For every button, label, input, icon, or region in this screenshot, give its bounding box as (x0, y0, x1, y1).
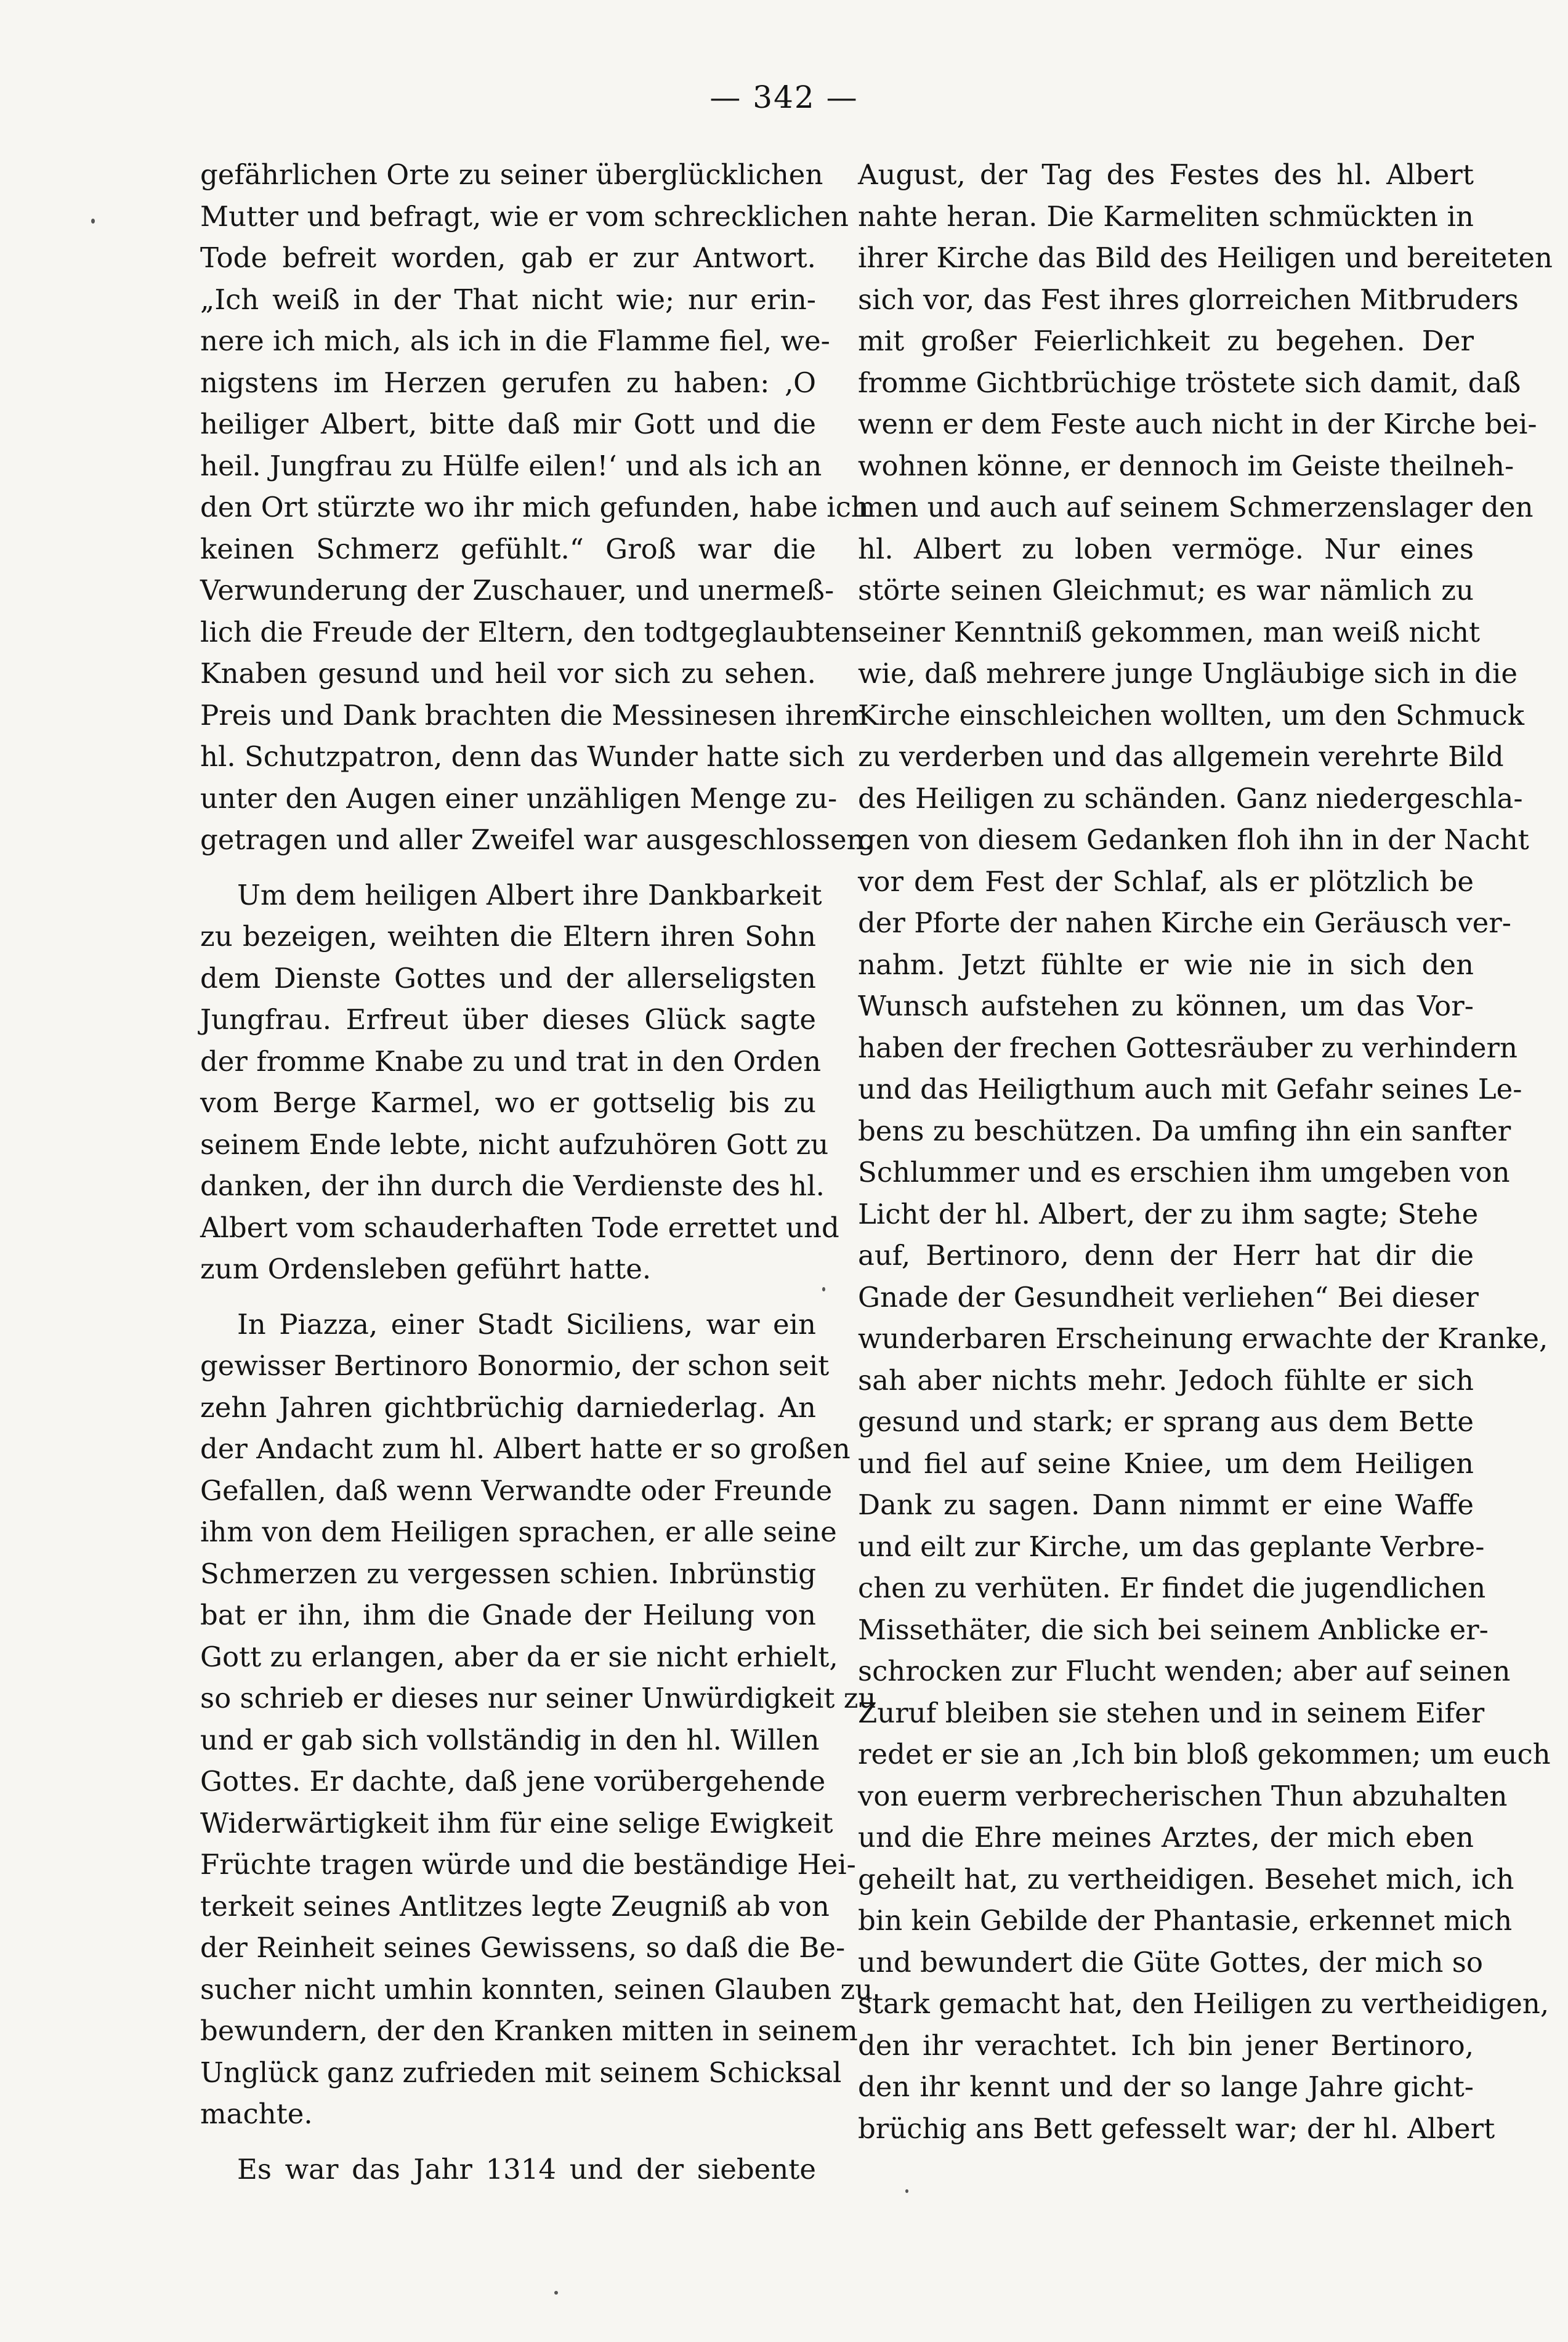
text-line: Albert vom schauderhaften Tode errettet und (200, 1211, 839, 1244)
text-line: In Piazza, einer Stadt Siciliens, war ein (237, 1307, 816, 1341)
text-line: ihm von dem Heiligen sprachen, er alle seine (200, 1516, 837, 1548)
text-line: sucher nicht umhin konnten, seinen Glauben zu (200, 1973, 873, 2006)
text-line: bewundern, der den Kranken mitten in seinem (200, 2014, 858, 2047)
right-column (858, 154, 1553, 2149)
text-line: und eilt zur Kirche, um das geplante Verbre- (858, 1530, 1485, 1563)
text-line: der Andacht zum hl. Albert hatte er so großen (200, 1432, 851, 1465)
text-line: wunderbaren Erscheinung erwachte der Kranke, (858, 1322, 1548, 1355)
text-line: bat er ihn, ihm die Gnade der Heilung von (200, 1599, 816, 1631)
text-line: terkeit seines Antlitzes legte Zeugniß ab von (200, 1889, 830, 1923)
text-line: zehn Jahren gichtbrüchig darniederlag. An (200, 1391, 816, 1424)
text-line: gefährlichen Orte zu seiner überglücklichen (200, 158, 823, 191)
text-line: Schlummer und es erschien ihm umgeben von (858, 1156, 1510, 1189)
text-line: gewisser Bertinoro Bonormio, der schon seit (200, 1349, 830, 1382)
text-line: sah aber nichts mehr. Jedoch fühlte er sich (858, 1363, 1474, 1397)
text-line: men und auch auf seinem Schmerzenslager den (858, 491, 1534, 523)
text-line: Mutter und befragt, wie er vom schrecklichen (200, 200, 849, 233)
text-line: redet er sie an ‚Ich bin bloß gekommen; um euch (858, 1738, 1551, 1771)
text-line: Licht der hl. Albert, der zu ihm sagte; Stehe (858, 1197, 1479, 1230)
text-line: danken, der ihn durch die Verdienste des hl. (200, 1169, 825, 1202)
text-line: vor dem Fest der Schlaf, als er plötzlich be (858, 865, 1474, 898)
text-line: heiliger Albert, bitte daß mir Gott und die (200, 408, 816, 440)
text-line: keinen Schmerz gefühlt.“ Groß war die (200, 532, 816, 565)
paragraph-gap (200, 2135, 816, 2149)
text-line: der Pforte der nahen Kirche ein Geräusch ver- (858, 907, 1511, 939)
paragraph-gap (200, 861, 816, 874)
text-line: Preis und Dank brachten die Messinesen ihrem (200, 698, 868, 732)
text-line: so schrieb er dieses nur seiner Unwürdigkeit zu (200, 1682, 876, 1714)
text-line: sich vor, das Fest ihres glorreichen Mitbruders (858, 283, 1519, 316)
text-line: und bewundert die Güte Gottes, der mich so (858, 1945, 1483, 1979)
text-line: Um dem heiligen Albert ihre Dankbarkeit (237, 878, 822, 911)
paragraph-gap (200, 1290, 816, 1304)
text-line: seiner Kenntniß gekommen, man weiß nicht (858, 615, 1481, 648)
text-line: gen von diesem Gedanken floh ihn in der Nacht (858, 823, 1529, 856)
text-line: Gnade der Gesundheit verliehen“ Bei dieser (858, 1280, 1479, 1314)
text-line: Unglück ganz zufrieden mit seinem Schicksal (200, 2056, 842, 2089)
text-line: zu verderben und das allgemein verehrte Bild (858, 740, 1504, 773)
text-line: den Ort stürzte wo ihr mich gefunden, habe ich (200, 491, 869, 523)
text-line: Wunsch aufstehen zu können, um das Vor- (858, 990, 1474, 1022)
scan-speck (905, 2189, 908, 2193)
text-line: Früchte tragen würde und die beständige Hei- (200, 1848, 856, 1881)
text-line: machte. (200, 2098, 313, 2130)
text-line: hl. Albert zu loben vermöge. Nur eines (858, 532, 1474, 565)
text-line: nahm. Jetzt fühlte er wie nie in sich den (858, 948, 1474, 981)
text-line: und die Ehre meines Arztes, der mich eben (858, 1821, 1474, 1854)
text-line: und fiel auf seine Kniee, um dem Heiligen (858, 1447, 1474, 1480)
text-line: „Ich weiß in der That nicht wie; nur erin- (200, 283, 816, 316)
text-line: störte seinen Gleichmut; es war nämlich zu (858, 574, 1474, 607)
text-line: chen zu verhüten. Er findet die jugendlichen (858, 1572, 1486, 1604)
text-line: August, der Tag des Festes des hl. Albert (858, 158, 1474, 191)
text-line: zu bezeigen, weihten die Eltern ihren Sohn (200, 920, 816, 953)
text-line: vom Berge Karmel, wo er gottselig bis zu (200, 1086, 816, 1119)
text-line: Verwunderung der Zuschauer, und unermeß- (200, 574, 835, 607)
text-line: wohnen könne, er dennoch im Geiste theilneh- (858, 449, 1514, 482)
text-line: und er gab sich vollständig in den hl. Willen (200, 1723, 820, 1756)
text-line: Gott zu erlangen, aber da er sie nicht erhielt, (200, 1640, 838, 1673)
text-line: hl. Schutzpatron, denn das Wunder hatte sich (200, 740, 845, 773)
text-line: mit großer Feierlichkeit zu begehen. Der (858, 325, 1474, 357)
left-column (200, 154, 876, 2190)
text-line: den ihr kennt und der so lange Jahre gicht- (858, 2070, 1474, 2103)
text-line: unter den Augen einer unzähligen Menge zu- (200, 781, 838, 815)
text-line: haben der frechen Gottesräuber zu verhindern (858, 1031, 1518, 1064)
text-line: der fromme Knabe zu und trat in den Orden (200, 1044, 822, 1078)
text-line: seinem Ende lebte, nicht aufzuhören Gott zu (200, 1128, 829, 1161)
text-line: Widerwärtigkeit ihm für eine selige Ewigkeit (200, 1806, 833, 1839)
text-line: Es war das Jahr 1314 und der siebente (237, 2152, 816, 2186)
text-line: und das Heiligthum auch mit Gefahr seines Le- (858, 1073, 1522, 1105)
text-line: Zuruf bleiben sie stehen und in seinem Eifer (858, 1696, 1485, 1729)
text-line: nahte heran. Die Karmeliten schmückten in (858, 200, 1474, 233)
text-line: Tode befreit worden, gab er zur Antwort. (200, 241, 816, 274)
text-line: wenn er dem Feste auch nicht in der Kirche bei- (858, 408, 1537, 440)
text-line: gesund und stark; er sprang aus dem Bette (858, 1405, 1474, 1438)
text-line: nere ich mich, als ich in die Flamme fiel, we- (200, 325, 830, 357)
text-line: brüchig ans Bett gefesselt war; der hl. Albert (858, 2112, 1495, 2145)
scan-speck (91, 219, 95, 224)
text-line: Dank zu sagen. Dann nimmt er eine Waffe (858, 1488, 1474, 1521)
text-line: getragen und aller Zweifel war ausgeschlossen. (200, 823, 873, 856)
text-line: geheilt hat, zu vertheidigen. Besehet mich, ich (858, 1862, 1514, 1896)
text-line: stark gemacht hat, den Heiligen zu vertheidigen, (858, 1987, 1550, 2020)
text-line: fromme Gichtbrüchige tröstete sich damit, daß (858, 366, 1521, 399)
text-line: bens zu beschützen. Da umfing ihn ein sanfter (858, 1114, 1511, 1147)
text-line: ihrer Kirche das Bild des Heiligen und bereiteten (858, 241, 1553, 274)
text-line: Jungfrau. Erfreut über dieses Glück sagte (200, 1003, 816, 1036)
text-line: schrocken zur Flucht wenden; aber auf seinen (858, 1655, 1511, 1687)
text-line: Missethäter, die sich bei seinem Anblicke er- (858, 1613, 1489, 1646)
scan-speck (822, 1287, 825, 1291)
text-line: lich die Freude der Eltern, den todtgeglaubten (200, 615, 859, 648)
text-line: wie, daß mehrere junge Ungläubige sich in die (858, 657, 1518, 690)
text-line: der Reinheit seines Gewissens, so daß die Be- (200, 1931, 846, 1964)
text-line: Gottes. Er dachte, daß jene vorübergehende (200, 1765, 826, 1798)
text-line: Knaben gesund und heil vor sich zu sehen. (200, 657, 816, 690)
text-line: nigstens im Herzen gerufen zu haben: ‚O (200, 366, 816, 399)
text-line: bin kein Gebilde der Phantasie, erkennet mich (858, 1904, 1513, 1937)
text-line: den ihr verachtet. Ich bin jener Bertinoro, (858, 2029, 1474, 2062)
text-line: heil. Jungfrau zu Hülfe eilen!‘ und als ich an (200, 449, 822, 482)
text-line: von euerm verbrecherischen Thun abzuhalten (858, 1779, 1508, 1812)
scan-speck (554, 2291, 558, 2295)
text-line: Kirche einschleichen wollten, um den Schmuck (858, 698, 1524, 732)
text-line: Schmerzen zu vergessen schien. Inbrünstig (200, 1557, 816, 1590)
text-line: dem Dienste Gottes und der allerseligsten (200, 961, 816, 995)
page-number: — 342 — (709, 79, 859, 115)
text-line: zum Ordensleben geführt hatte. (200, 1253, 652, 1285)
text-line: Gefallen, daß wenn Verwandte oder Freunde (200, 1474, 833, 1507)
text-line: des Heiligen zu schänden. Ganz niedergeschla- (858, 781, 1523, 815)
text-line: auf, Bertinoro, denn der Herr hat dir die (858, 1239, 1474, 1272)
